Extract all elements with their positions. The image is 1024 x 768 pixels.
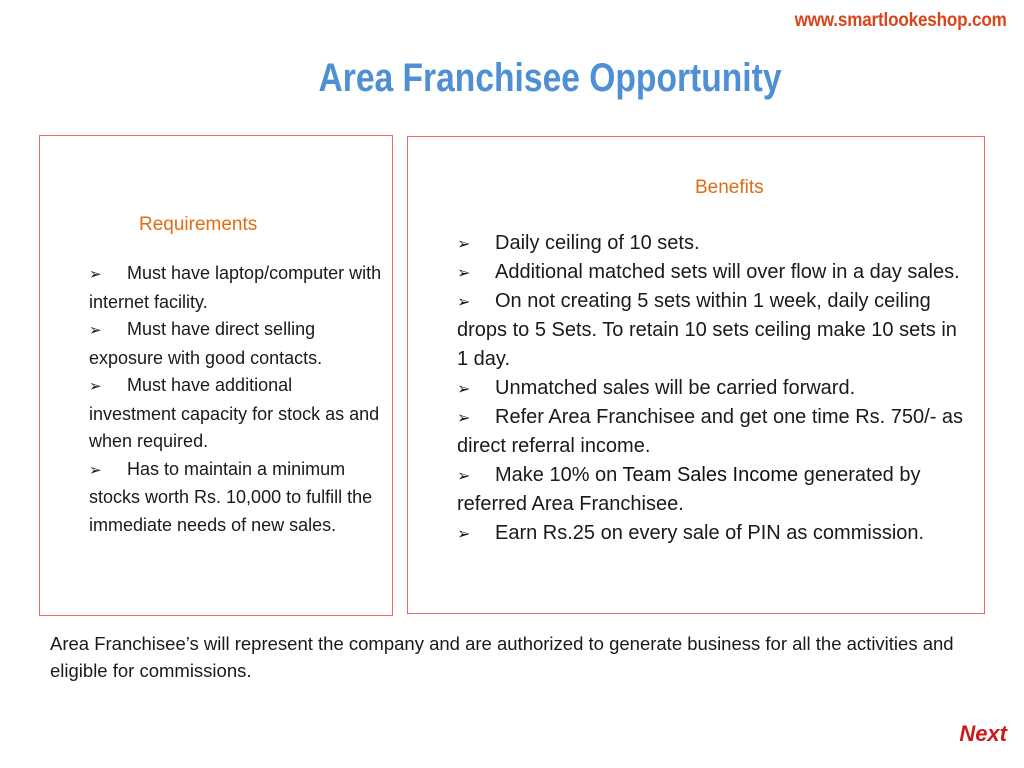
benefits-list [457,229,967,548]
benefits-heading: Benefits [695,177,764,198]
arrow-bullet-icon: ➢ [457,263,471,282]
list-item: ➢ Unmatched sales will be carried forward. [457,374,967,403]
list-item: ➢ Must have laptop/computer with internet facility. [89,263,382,312]
list-item: ➢ Make 10% on Team Sales Income generated by referred Area Franchisee. [457,461,967,519]
list-item: ➢ Must have direct selling exposure with good contacts. [89,319,323,368]
list-item: ➢ Additional matched sets will over flow in a day sales. [457,258,967,287]
arrow-bullet-icon: ➢ [89,321,102,339]
arrow-bullet-icon: ➢ [457,234,471,253]
requirements-list [89,260,384,539]
requirements-panel [39,135,393,616]
arrow-bullet-icon: ➢ [457,466,471,485]
next-button[interactable]: Next [959,721,1007,746]
arrow-bullet-icon: ➢ [89,460,102,479]
list-item: ➢ On not creating 5 sets within 1 week, daily ceiling drops to 5 Sets. To retain 10 sets ceiling make 10 sets in 1 day. [457,287,967,374]
list-item: ➢ Must have additional investment capacity for stock as and when required. [89,375,380,451]
benefits-panel [407,136,985,614]
arrow-bullet-icon: ➢ [457,292,471,311]
arrow-bullet-icon: ➢ [457,408,471,427]
arrow-bullet-icon: ➢ [89,377,102,395]
list-item: ➢ Earn Rs.25 on every sale of PIN as commission. [457,519,967,548]
footer-note: Area Franchisee’s will represent the company and are authorized to generate business for all the activities and eligible for commissions. [50,633,954,681]
list-item: ➢ Has to maintain a minimum stocks worth Rs. 10,000 to fulfill the immediate needs of new sales. [89,458,373,535]
arrow-bullet-icon: ➢ [457,379,471,398]
list-item: ➢ Refer Area Franchisee and get one time Rs. 750/- as direct referral income. [457,403,967,461]
list-item: ➢ Daily ceiling of 10 sets. [457,229,967,258]
arrow-bullet-icon: ➢ [457,524,471,543]
page-title: Area Franchisee Opportunity [318,56,782,100]
arrow-bullet-icon: ➢ [89,265,102,283]
site-url-link[interactable]: www.smartlookeshop.com [794,10,1007,31]
team-sales-income-text: Team Sales Income [622,464,799,486]
requirements-heading: Requirements [139,214,258,235]
